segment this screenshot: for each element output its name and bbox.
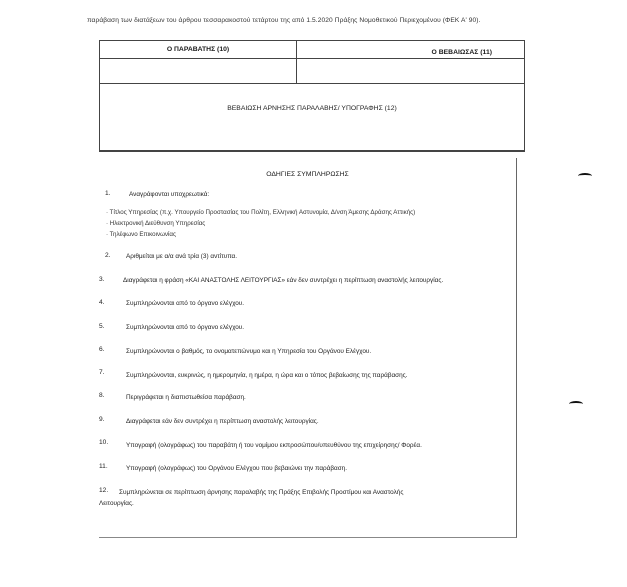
signature-row — [100, 59, 524, 84]
signature-table — [99, 40, 525, 152]
column-divider — [296, 59, 297, 83]
scan-mark — [569, 401, 583, 407]
item-number: 2. — [105, 252, 111, 259]
instructions-section — [99, 158, 517, 538]
sub-item: · Ηλεκτρονική Διεύθυνση Υπηρεσίας — [106, 220, 205, 227]
item-text: Συμπληρώνονται, ευκρινώς, η ημερομηνία, η ημέρα, η ώρα και ο τόπος βεβαίωσης της παράβασης. — [126, 372, 408, 379]
item-text: Υπογραφή (ολογράφως) του παραβάτη ή του νομίμου εκπροσώπου/υπευθύνου της επιχείρησης/ Φορέα. — [126, 442, 422, 449]
item-number: 9. — [99, 416, 105, 423]
item-text-continued: Λειτουργίας. — [99, 500, 134, 507]
item-text: Περιγράφεται η διαπιστωθείσα παράβαση. — [126, 394, 246, 401]
item-number: 4. — [99, 299, 105, 306]
sub-item: · Τηλέφωνο Επικοινωνίας — [106, 231, 176, 238]
table-header-row — [100, 41, 524, 59]
item-number: 10. — [99, 439, 109, 446]
item-number: 6. — [99, 346, 105, 353]
item-number: 12. — [99, 487, 109, 494]
item-number: 8. — [99, 392, 105, 399]
item-text: Διαγράφεται εάν δεν συντρέχει η περίπτωση αναστολής λειτουργίας. — [126, 418, 319, 425]
item-text: Διαγράφεται η φράση «ΚΑΙ ΑΝΑΣΤΟΛΗΣ ΛΕΙΤΟΥΡΓΙΑΣ» εάν δεν συντρέχει η περίπτωση αναστολής λειτουργίας. — [123, 277, 444, 284]
item-number: 11. — [99, 463, 108, 470]
intro-text: παράβαση των διατάξεων του άρθρου τεσσαρακοστού τετάρτου της από 1.5.2020 Πράξης Νομοθετικού Περιεχομένου (ΦΕΚ Α' 90). — [87, 17, 481, 24]
item-text: Υπογραφή (ολογράφως) του Οργάνου Ελέγχου που βεβαιώνει την παράβαση. — [126, 465, 347, 472]
item-number: 5. — [99, 323, 105, 330]
item-text: Αριθμείται με α/α ανά τρία (3) αντίτυπα. — [126, 253, 238, 260]
item-text: Συμπληρώνονται από το όργανο ελέγχου. — [126, 300, 245, 307]
item-number: 1. — [105, 190, 111, 197]
item-number: 3. — [99, 276, 105, 283]
offender-header: Ο ΠΑΡΑΒΑΤΗΣ (10) — [100, 41, 297, 58]
refusal-row — [100, 84, 524, 151]
item-text: Συμπληρώνεται σε περίπτωση άρνησης παραλαβής της Πράξης Επιβολής Προστίμου και Αναστολής — [119, 489, 404, 496]
instructions-title: ΟΔΗΓΙΕΣ ΣΥΜΠΛΗΡΩΣΗΣ — [266, 171, 349, 178]
refusal-text: ΒΕΒΑΙΩΣΗ ΑΡΝΗΣΗΣ ΠΑΡΑΛΑΒΗΣ/ ΥΠΟΓΡΑΦΗΣ (12) — [227, 105, 397, 112]
item-text: Συμπληρώνονται ο βαθμός, το ονοματεπώνυμο και η Υπηρεσία του Οργάνου Ελέγχου. — [126, 348, 372, 355]
scan-mark — [578, 173, 592, 179]
item-text: Αναγράφονται υποχρεωτικά: — [129, 191, 210, 198]
sub-item: · Τίτλος Υπηρεσίας (π.χ. Υπουργείο Προστασίας του Πολίτη, Ελληνική Αστυνομία, Δ/νση Άμεσης Δράσης Αττικής) — [106, 209, 415, 216]
item-number: 7. — [99, 369, 105, 376]
verifier-header: Ο ΒΕΒΑΙΩΣΑΣ (11) — [431, 49, 492, 56]
item-text: Συμπληρώνονται από το όργανο ελέγχου. — [126, 324, 245, 331]
